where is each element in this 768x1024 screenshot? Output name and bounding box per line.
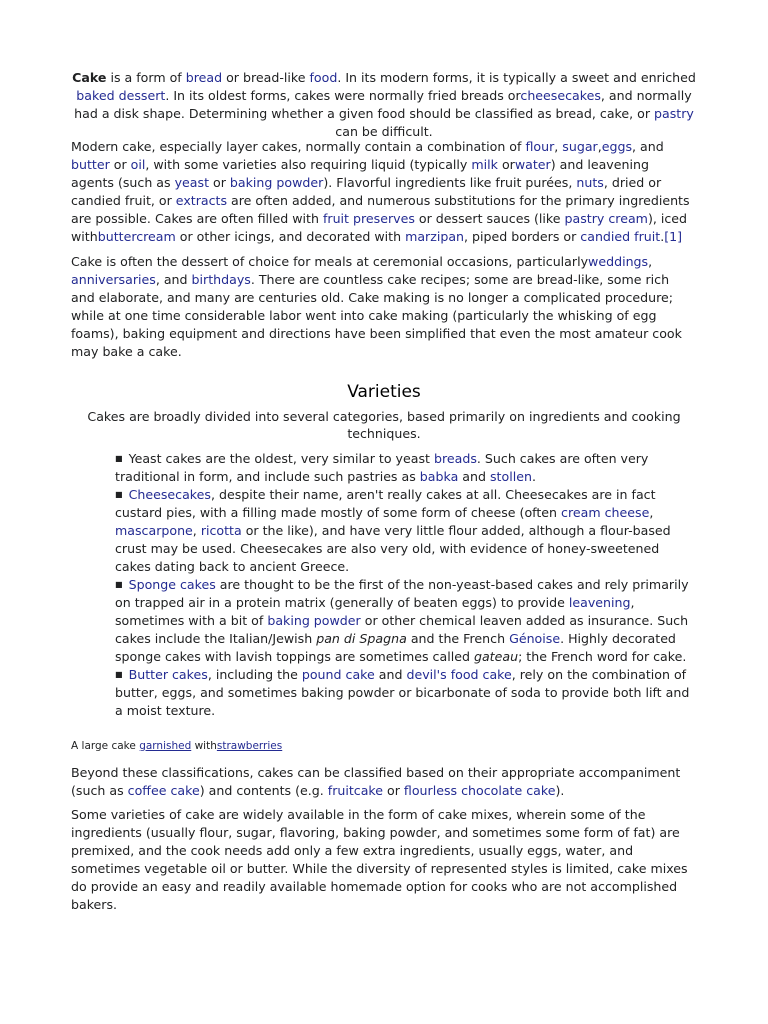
link-garnished[interactable]: garnished bbox=[139, 740, 192, 752]
link-pound-cake[interactable]: pound cake bbox=[301, 667, 375, 682]
link-babka[interactable]: babka bbox=[419, 469, 459, 484]
link-breads[interactable]: breads bbox=[433, 451, 477, 466]
classification-paragraph: Beyond these classifications, cakes can be classified based on their appropriate accompaniment (such as coffee cake) and contents (e.g. fruitcake or flourless chocolate cake). bbox=[71, 765, 681, 798]
link-buttercream[interactable]: buttercream bbox=[97, 229, 176, 244]
link-butter-cakes[interactable]: Butter cakes bbox=[128, 667, 208, 682]
link-sugar[interactable]: sugar bbox=[562, 139, 598, 154]
term-pan-di-spagna: pan di Spagna bbox=[316, 631, 407, 646]
list-item-sponge-cakes: ■ Sponge cakes are thought to be the first of the non-yeast-based cakes and rely primarily on trapped air in a protein matrix (generally of beaten eggs) to provide leavening, sometimes with a bit of baking powder or other chemical leaven added as insurance. Such cakes include the Italian/Jewish pan di Spagna and the French Génoise. Highly decorated sponge cakes with lavish toppings are sometimes called gateau; the French word for cake. bbox=[115, 577, 689, 664]
link-cream-cheese[interactable]: cream cheese bbox=[561, 505, 650, 520]
link-yeast[interactable]: yeast bbox=[174, 175, 210, 190]
link-food[interactable]: food bbox=[309, 70, 338, 85]
section-heading-varieties: Varieties bbox=[347, 382, 421, 402]
link-oil[interactable]: oil bbox=[130, 157, 146, 172]
link-weddings[interactable]: weddings bbox=[588, 254, 649, 269]
link-fruit-preserves[interactable]: fruit preserves bbox=[322, 211, 415, 226]
term-gateau: gateau bbox=[473, 649, 519, 664]
list-item-cheesecakes: ■ Cheesecakes, despite their name, aren't really cakes at all. Cheesecakes are in fact custard pies, with a filling made mostly of some form of cheese (often cream cheese, mascarpone, ricotta or the like), and have very little flour added, although a flour-based crust may be used. Cheesecakes are also very old, with evidence of honey-sweetened cakes dating back to ancient Greece. bbox=[115, 487, 671, 574]
bullet-icon: ■ bbox=[115, 670, 123, 679]
link-mascarpone[interactable]: mascarpone bbox=[115, 523, 193, 538]
link-devils-food-cake[interactable]: devil's food cake bbox=[406, 667, 512, 682]
link-birthdays[interactable]: birthdays bbox=[191, 272, 251, 287]
citation-link-1[interactable]: [1] bbox=[664, 229, 683, 244]
varieties-list bbox=[115, 450, 695, 720]
link-extracts[interactable]: extracts bbox=[175, 193, 228, 208]
intro-paragraph: Cake is a form of bread or bread-like food. In its modern forms, it is typically a sweet and enriched baked dessert. In its oldest forms, cakes were normally fried breads orcheesecakes, and normally had a disk shape. Determining whether a given food should be classified as bread, cake, or pastry can be difficult. bbox=[72, 70, 696, 139]
bullet-icon: ■ bbox=[115, 580, 123, 589]
link-coffee-cake[interactable]: coffee cake bbox=[127, 783, 200, 798]
link-pastry-cream[interactable]: pastry cream bbox=[564, 211, 648, 226]
link-candied-fruit[interactable]: candied fruit bbox=[580, 229, 661, 244]
link-ricotta[interactable]: ricotta bbox=[200, 523, 242, 538]
article-subject: Cake bbox=[72, 70, 107, 85]
link-marzipan[interactable]: marzipan bbox=[405, 229, 465, 244]
occasion-paragraph: Cake is often the dessert of choice for meals at ceremonial occasions, particularlyweddings, anniversaries, and birthdays. There are countless cake recipes; some are bread-like, some rich and elaborate, and many are centuries old. Cake making is no longer a complicated procedure; while at one time considerable labor went into cake making (particularly the whisking of egg foams), baking equipment and directions have been simplified that even the most amateur cook may bake a cake. bbox=[71, 254, 682, 359]
bullet-icon: ■ bbox=[115, 490, 123, 499]
bullet-icon: ■ bbox=[115, 454, 123, 463]
link-fruitcake[interactable]: fruitcake bbox=[327, 783, 384, 798]
link-leavening[interactable]: leavening bbox=[568, 595, 631, 610]
varieties-intro: Cakes are broadly divided into several categories, based primarily on ingredients and cooking techniques. bbox=[87, 409, 681, 441]
link-cheesecakes[interactable]: cheesecakes bbox=[520, 88, 601, 103]
link-strawberries[interactable]: strawberries bbox=[216, 740, 283, 752]
list-item-yeast-cakes: ■ Yeast cakes are the oldest, very similar to yeast breads. Such cakes are often very traditional in form, and include such pastries as babka and stollen. bbox=[115, 451, 649, 484]
link-baking-powder-sponge[interactable]: baking powder bbox=[267, 613, 361, 628]
link-genoise[interactable]: Génoise bbox=[509, 631, 561, 646]
link-flour[interactable]: flour bbox=[525, 139, 555, 154]
link-anniversaries[interactable]: anniversaries bbox=[71, 272, 156, 287]
link-sponge-cakes[interactable]: Sponge cakes bbox=[128, 577, 216, 592]
link-milk[interactable]: milk bbox=[471, 157, 498, 172]
link-bread[interactable]: bread bbox=[185, 70, 223, 85]
link-flourless-chocolate-cake[interactable]: flourless chocolate cake bbox=[403, 783, 556, 798]
link-baking-powder[interactable]: baking powder bbox=[229, 175, 324, 190]
link-baked-dessert[interactable]: baked dessert bbox=[76, 88, 166, 103]
link-butter[interactable]: butter bbox=[71, 157, 110, 172]
link-water[interactable]: water bbox=[514, 157, 551, 172]
link-pastry[interactable]: pastry bbox=[654, 106, 694, 121]
link-eggs[interactable]: eggs bbox=[601, 139, 633, 154]
link-cheesecakes-variety[interactable]: Cheesecakes bbox=[128, 487, 211, 502]
cake-mix-paragraph: Some varieties of cake are widely available in the form of cake mixes, wherein some of the ingredients (usually flour, sugar, flavoring, baking powder, and sometimes some form of fat) are premixed, and the cook needs add only a few extra ingredients, usually eggs, water, and sometimes vegetable oil or butter. While the diversity of represented styles is limited, cake mixes do provide an easy and readily available homemade option for cooks who are not accomplished bakers. bbox=[71, 807, 688, 912]
link-nuts[interactable]: nuts bbox=[576, 175, 604, 190]
modern-cake-paragraph: Modern cake, especially layer cakes, normally contain a combination of flour, sugar,eggs, and butter or oil, with some varieties also requiring liquid (typically milk orwater) and leavening agents (such as yeast or baking powder). Flavorful ingredients like fruit purées, nuts, dried or candied fruit, or extracts are often added, and numerous substitutions for the primary ingredients are possible. Cakes are often filled with fruit preserves or dessert sauces (like pastry cream), iced withbuttercream or other icings, and decorated with marzipan, piped borders or candied fruit.[1] bbox=[71, 139, 690, 244]
image-caption: A large cake garnished withstrawberries bbox=[71, 740, 283, 752]
link-stollen[interactable]: stollen bbox=[490, 469, 532, 484]
list-item-butter-cakes: ■ Butter cakes, including the pound cake and devil's food cake, rely on the combination of butter, eggs, and sometimes baking powder or bicarbonate of soda to provide both lift and a moist texture. bbox=[115, 667, 690, 718]
